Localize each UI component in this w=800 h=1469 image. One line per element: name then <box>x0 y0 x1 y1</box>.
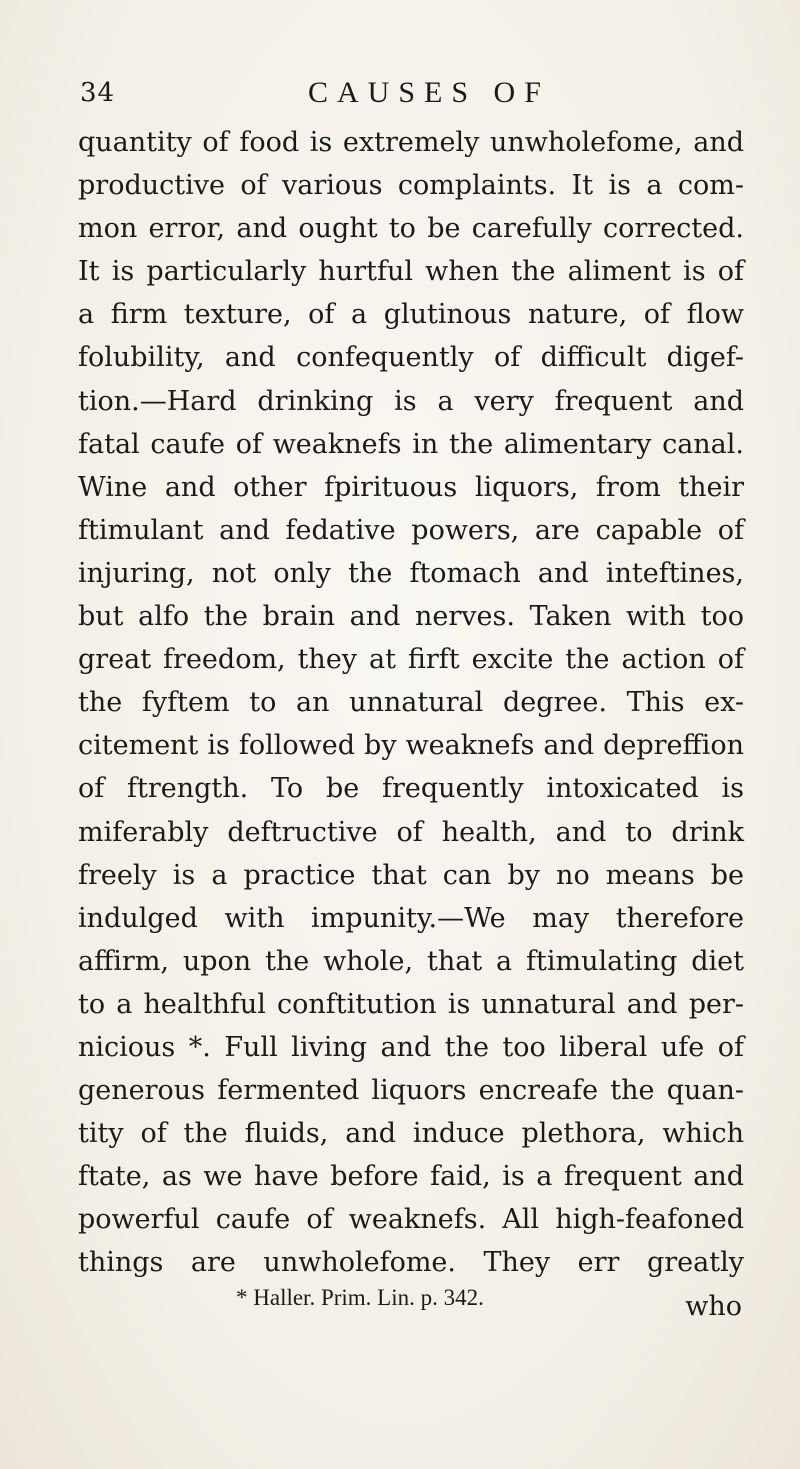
text-line: productive of various complaints. It is a com- <box>78 170 744 202</box>
text-line: the fyftem to an unnatural degree. This ex- <box>78 687 744 719</box>
text-line: things are unwholefome. They err greatly <box>78 1247 744 1279</box>
text-line: generous fermented liquors encreafe the quan- <box>78 1075 744 1107</box>
text-line: fatal caufe of weaknefs in the alimentary canal. <box>78 428 744 460</box>
text-line: of ftrength. To be frequently intoxicated is <box>78 773 744 805</box>
text-line: affirm, upon the whole, that a ftimulating diet <box>78 945 744 977</box>
footnote: * Haller. Prim. Lin. p. 342. <box>236 1285 484 1310</box>
text-line: freely is a practice that can by no means be <box>78 859 744 891</box>
text-line: great freedom, they at firft excite the action of <box>78 644 744 676</box>
text-line: It is particularly hurtful when the aliment is of <box>78 256 744 288</box>
text-line: ftate, as we have before faid, is a frequent and <box>78 1161 744 1193</box>
text-line: to a healthful conftitution is unnatural and per- <box>78 988 744 1020</box>
text-line: but alfo the brain and nerves. Taken with too <box>78 601 744 633</box>
catchword: who <box>685 1290 742 1322</box>
text-line: quantity of food is extremely unwholefome, and <box>78 127 744 158</box>
text-line: mon error, and ought to be carefully corrected. <box>78 213 744 245</box>
text-line: tion.—Hard drinking is a very frequent and <box>78 385 744 417</box>
text-line: miferably deftructive of health, and to drink <box>78 816 744 848</box>
text-line: ftimulant and fedative powers, are capable of <box>78 514 744 546</box>
text-line: powerful caufe of weaknefs. All high-feafoned <box>78 1204 744 1236</box>
text-line: indulged with impunity.—We may therefore <box>78 902 744 934</box>
running-head <box>80 76 720 116</box>
text-line: nicious *. Full living and the too liberal ufe of <box>78 1031 744 1063</box>
text-line: citement is followed by weaknefs and depreffion <box>78 730 744 762</box>
text-line: tity of the fluids, and induce plethora, which <box>78 1118 744 1150</box>
text-line: folubility, and confequently of difficult digef- <box>78 342 744 374</box>
text-line: a firm texture, of a glutinous nature, of flow <box>78 299 744 331</box>
page-number: 34 <box>80 78 116 108</box>
running-title: CAUSES OF <box>308 76 550 109</box>
text-line: injuring, not only the ftomach and inteftines, <box>78 557 744 589</box>
body-text <box>78 121 744 1328</box>
text-line: Wine and other fpirituous liquors, from their <box>78 471 744 503</box>
